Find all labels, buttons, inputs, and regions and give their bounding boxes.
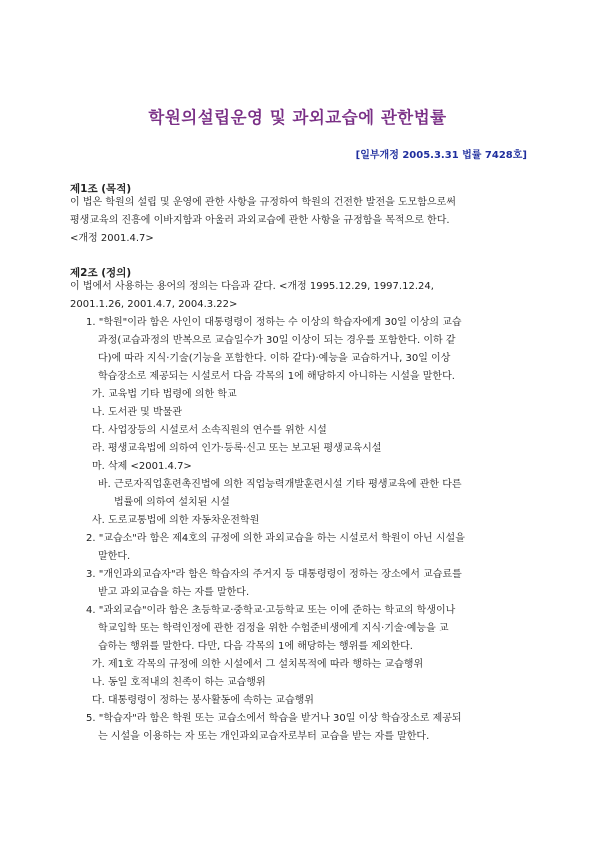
definition-item-5: 5. "학습자"라 함은 학원 또는 교습소에서 학습을 받거나 30일 이상 학습장소로 제공되 — [86, 713, 462, 724]
sub-item-da: 다. 사업장등의 시설로서 소속직원의 연수를 위한 시설 — [92, 425, 327, 436]
sub-item-da: 다. 대통령령이 정하는 봉사활동에 속하는 교습행위 — [92, 695, 314, 706]
sub-item-na: 나. 동일 호적내의 친족이 하는 교습행위 — [92, 677, 266, 688]
definition-item-3-cont: 받고 과외교습을 하는 자를 말한다. — [98, 587, 250, 598]
definition-item-2-cont: 말한다. — [98, 551, 131, 562]
document-title: 학원의설립운영 및 과외교습에 관한법률 — [148, 108, 447, 127]
amendment-note: [일부개정 2005.3.31 법률 7428호] — [355, 150, 527, 161]
article2-heading: 제2조 (정의) — [70, 267, 132, 279]
sub-item-ba-cont: 법률에 의하여 설치된 시설 — [114, 497, 230, 508]
article2-line: 이 법에서 사용하는 용어의 정의는 다음과 같다. <개정 1995.12.29, 1997.12.24, — [70, 281, 434, 292]
sub-item-sa: 사. 도로교통법에 의한 자동차운전학원 — [92, 515, 260, 526]
definition-item-5-cont: 는 시설을 이용하는 자 또는 개인과외교습자로부터 교습을 받는 자를 말한다. — [98, 731, 430, 742]
definition-item-3: 3. "개인과외교습자"라 함은 학습자의 주거지 등 대통령령이 정하는 장소에서 교습료를 — [86, 569, 462, 580]
definition-item-1: 1. "학원"이라 함은 사인이 대통령령이 정하는 수 이상의 학습자에게 30일 이상의 교습 — [86, 317, 462, 328]
sub-item-ga: 가. 제1호 각목의 규정에 의한 시설에서 그 설치목적에 따라 행하는 교습행위 — [92, 659, 424, 670]
sub-item-na: 나. 도서관 및 박물관 — [92, 407, 182, 418]
definition-item-4-cont: 습하는 행위를 말한다. 다만, 다음 각목의 1에 해당하는 행위를 제외한다. — [98, 641, 413, 652]
definition-item-1-cont: 과정(교습과정의 반복으로 교습일수가 30일 이상이 되는 경우를 포함한다. 이하 같 — [98, 335, 456, 346]
definition-item-1-cont: 다)에 따라 지식·기술(기능을 포함한다. 이하 같다)·예능을 교습하거나, 30일 이상 — [98, 353, 451, 364]
definition-item-1-cont: 학습장소로 제공되는 시설로서 다음 각목의 1에 해당하지 아니하는 시설을 말한다. — [98, 371, 455, 382]
article1-line: 평생교육의 진흥에 이바지함과 아울러 과외교습에 관한 사항을 규정함을 목적으로 한다. — [70, 215, 450, 226]
definition-item-4-cont: 학교입학 또는 학력인정에 관한 검정을 위한 수험준비생에게 지식·기술·예능을 교 — [98, 623, 449, 634]
article1-heading: 제1조 (목적) — [70, 183, 132, 195]
article1-line: <개정 2001.4.7> — [70, 233, 154, 244]
article1-line: 이 법은 학원의 설립 및 운영에 관한 사항을 규정하여 학원의 건전한 발전을 도모함으로써 — [70, 197, 456, 208]
sub-item-ma: 마. 삭제 <2001.4.7> — [92, 461, 192, 472]
definition-item-2: 2. "교습소"라 함은 제4호의 규정에 의한 과외교습을 하는 시설로서 학원이 아닌 시설을 — [86, 533, 465, 544]
article2-line: 2001.1.26, 2001.4.7, 2004.3.22> — [70, 299, 238, 310]
sub-item-ra: 라. 평생교육법에 의하여 인가·등록·신고 또는 보고된 평생교육시설 — [92, 443, 382, 454]
sub-item-ga: 가. 교육법 기타 법령에 의한 학교 — [92, 389, 237, 400]
definition-item-4: 4. "과외교습"이라 함은 초등학교·중학교·고등학교 또는 이에 준하는 학교의 학생이나 — [86, 605, 456, 616]
sub-item-ba: 바. 근로자직업훈련촉진법에 의한 직업능력개발훈련시설 기타 평생교육에 관한 다른 — [98, 479, 462, 490]
